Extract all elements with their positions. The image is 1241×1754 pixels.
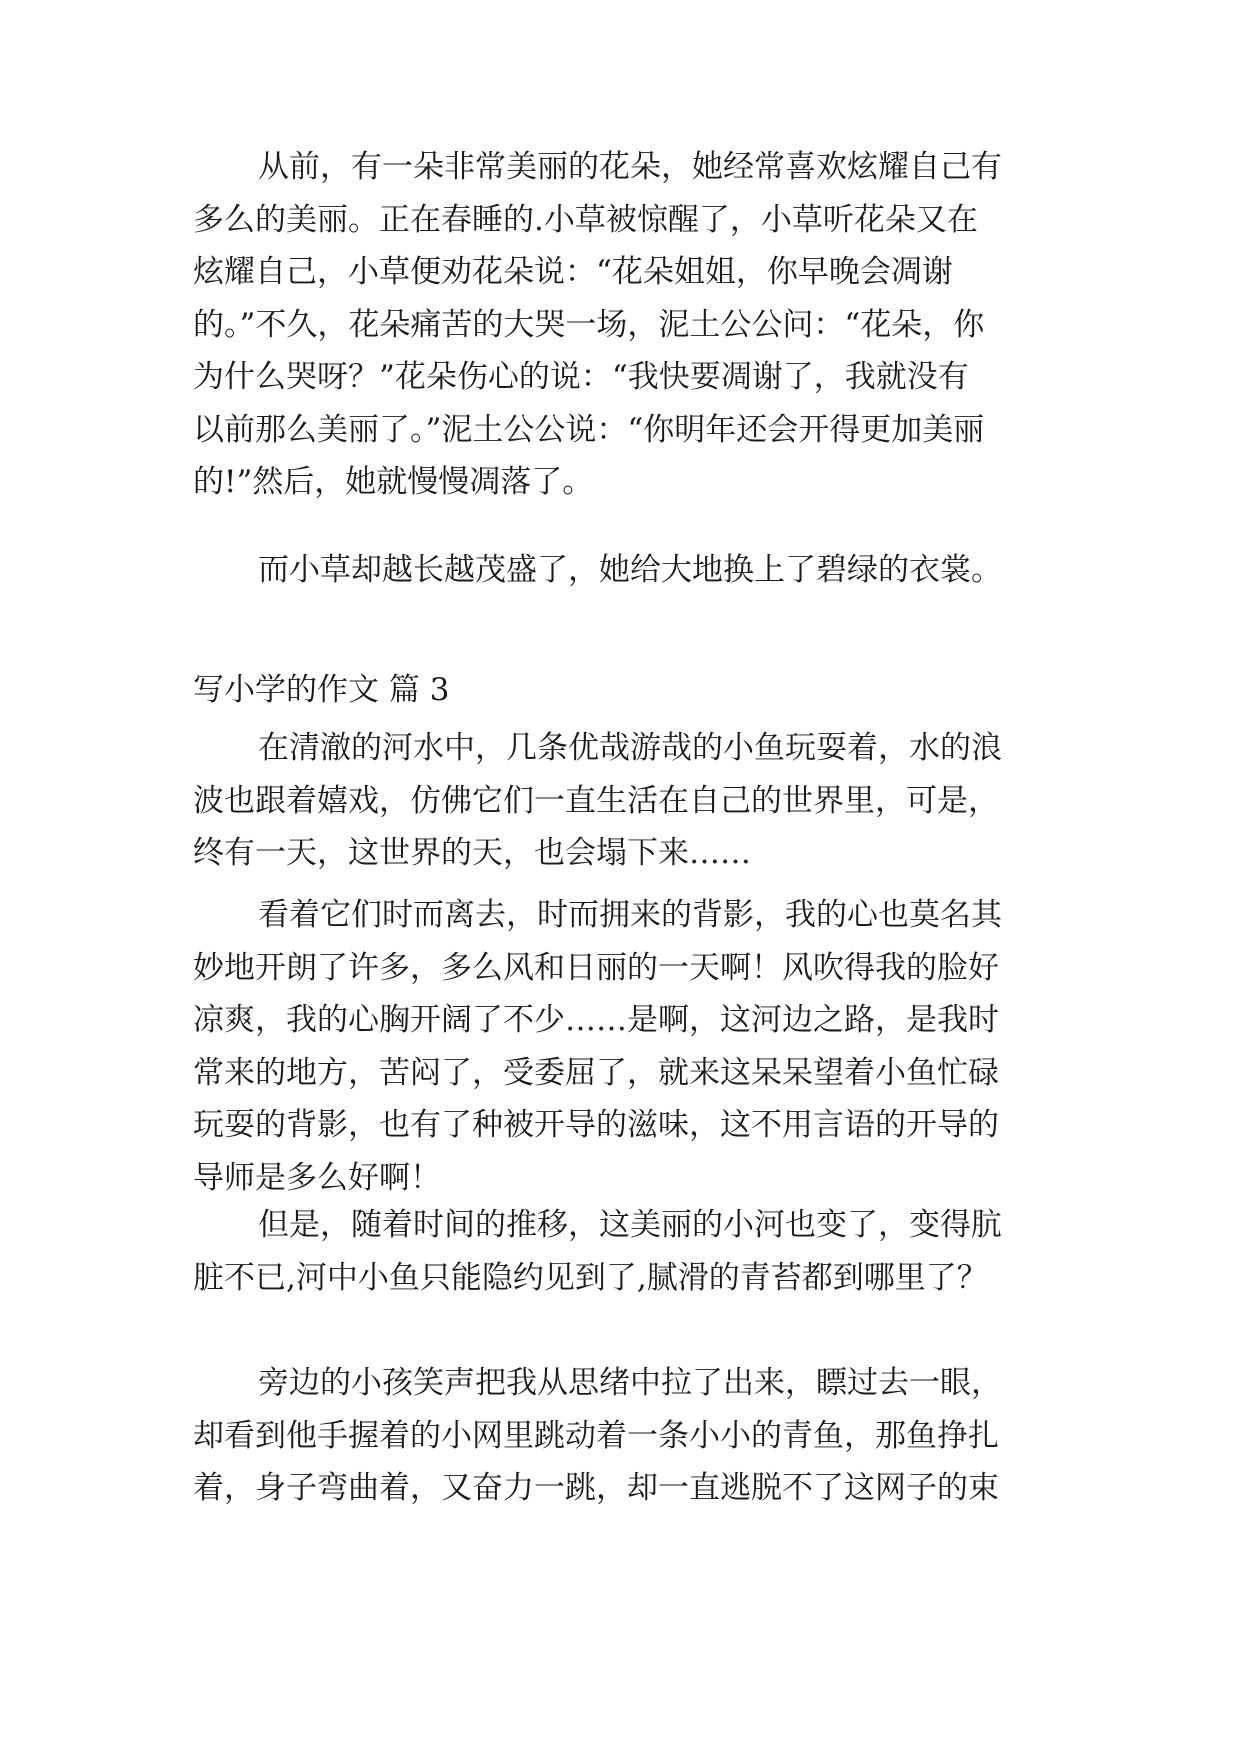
paragraph-line: 在清澈的河水中，几条优哉游哉的小鱼玩耍着，水的浪 <box>258 730 1002 766</box>
paragraph-line: 终有一天，这世界的天，也会塌下来…… <box>193 835 751 871</box>
paragraph-line: 旁边的小孩笑声把我从思绪中拉了出来，瞟过去一眼， <box>258 1365 1002 1401</box>
paragraph-line: 常来的地方，苦闷了，受委屈了，就来这呆呆望着小鱼忙碌 <box>193 1054 999 1091</box>
paragraph-line: 以前那么美丽了。”泥土公公说：“你明年还会开得更加美丽 <box>193 411 985 448</box>
paragraph-line: 凉爽，我的心胸开阔了不少……是啊，这河边之路，是我时 <box>193 1002 999 1038</box>
paragraph-line: 为什么哭呀？”花朵伤心的说：“我快要凋谢了，我就没有 <box>193 359 969 395</box>
paragraph-line: 看着它们时而离去，时而拥来的背影，我的心也莫名其 <box>258 897 1002 933</box>
paragraph-line: 的!”然后，她就慢慢凋落了。 <box>193 464 594 500</box>
paragraph-line: 炫耀自己，小草便劝花朵说：“花朵姐姐，你早晚会凋谢 <box>193 254 953 290</box>
paragraph-line: 多么的美丽。正在春睡的.小草被惊醒了，小草听花朵又在 <box>193 201 978 238</box>
paragraph-line: 玩耍的背影，也有了种被开导的滋味，这不用言语的开导的 <box>193 1107 999 1143</box>
section-heading: 写小学的作文 篇 3 <box>193 672 450 708</box>
paragraph-line: 的。”不久，花朵痛苦的大哭一场，泥土公公问：“花朵，你 <box>193 306 985 343</box>
paragraph-line: 却看到他手握着的小网里跳动着一条小小的青鱼，那鱼挣扎 <box>193 1417 999 1454</box>
paragraph-line: 而小草却越长越茂盛了，她给大地换上了碧绿的衣裳。 <box>258 552 1002 588</box>
paragraph-line: 波也跟着嬉戏，仿佛它们一直生活在自己的世界里，可是， <box>193 782 999 819</box>
paragraph-line: 从前，有一朵非常美丽的花朵，她经常喜欢炫耀自己有 <box>258 149 1002 185</box>
paragraph-line: 脏不已,河中小鱼只能隐约见到了,腻滑的青苔都到哪里了？ <box>193 1259 988 1296</box>
paragraph-line: 但是，随着时间的推移，这美丽的小河也变了，变得肮 <box>258 1207 1002 1243</box>
paragraph-line: 导师是多么好啊！ <box>193 1159 441 1196</box>
paragraph-line: 妙地开朗了许多，多么风和日丽的一天啊！风吹得我的脸好 <box>193 949 999 986</box>
paragraph-line: 着，身子弯曲着，又奋力一跳，却一直逃脱不了这网子的束 <box>193 1470 999 1506</box>
